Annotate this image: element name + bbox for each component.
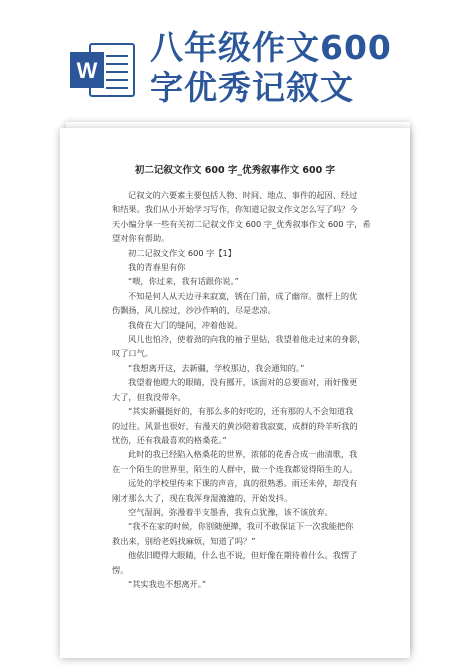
word-icon-letter: W — [76, 58, 98, 83]
document-line: 不知是何人从天边寻来寂寞，锈在门前，成了幽帘。旗杆上的优 — [128, 290, 358, 301]
document-line: 他依旧瞪得大眼睛，什么也不说，但好像在期待着什么。我愣了 — [128, 550, 358, 561]
document-line: 风儿也怕冷，使着劲的向我的袖子里钻，我望着他走过来的身影， — [128, 334, 366, 345]
document-line: 我的青春里有你 — [128, 262, 186, 273]
document-line: 初二记叙文作文 600 字【1】 — [128, 247, 236, 258]
word-document-icon — [68, 40, 138, 100]
document-page — [60, 128, 410, 658]
document-title: 初二记叙文作文 600 字_优秀叙事作文 600 字 — [134, 165, 336, 176]
document-line: 我望着他瞪大的眼睛，没有挪开，该面对的总要面对，雨好像更 — [128, 377, 358, 388]
document-line: 愣。 — [112, 564, 129, 575]
document-line: 忧伤，还有我最喜欢的格桑花。” — [112, 434, 227, 445]
document-line: 空气湿润，弥漫着半支墨香，我有点犹豫，该不该放弃。 — [128, 506, 333, 517]
document-line: 我倚在大门的缝间，冲着他说。 — [128, 319, 243, 330]
document-line: 此时的我已经陷入格桑花的世界，浓郁的花香合成一曲清歌，我 — [128, 449, 358, 460]
document-line: 远处的学校里传来下课的声音，真的很熟悉。雨还未停，却没有 — [128, 478, 358, 489]
document-line: “其实我也不想离开。” — [128, 578, 207, 589]
document-line: 刚才那么大了，现在我浑身湿漉漉的，开始发抖。 — [112, 492, 293, 503]
title-line-1: 八年级作文600 — [150, 28, 392, 67]
title-line-2: 字优秀记叙文 — [150, 68, 354, 107]
document-body — [112, 188, 376, 591]
page-header — [0, 0, 474, 115]
document-line: “喂，你过来，我有话跟你说。” — [128, 276, 239, 287]
document-line: “我想离开这，去新疆，学校那边，我会通知的。” — [128, 362, 305, 373]
document-line: “我不在家的时候，你别随便撵，我可不敢保证下一次我能把你 — [128, 521, 354, 532]
document-line: 天小编分享一些有关初二记叙文作文 600 字_优秀叙事作文 600 字，希 — [112, 218, 371, 229]
document-line: 救出来，别给老妈找麻烦，知道了吗？” — [112, 535, 256, 546]
document-line: 伤飘扬，风儿掠过，沙沙作响的，尽是悲凉。 — [112, 305, 276, 316]
document-line: 的过往。风景也很好，有漫天的黄沙陪着我寂寞，成群的羚羊听我的 — [112, 420, 358, 431]
document-line: 叹了口气。 — [112, 348, 153, 359]
document-line: 和结果。我们从小开始学习写作，你知道记叙文作文怎么写了吗？今 — [112, 204, 358, 215]
page-title — [150, 28, 470, 108]
document-line: 望对你有帮助。 — [112, 233, 170, 244]
document-line: “其实新疆挺好的，有那么多的好吃的，还有那的人不会知道我 — [128, 406, 354, 417]
document-line: 大了，但我没带伞。 — [112, 391, 186, 402]
document-line: 记叙文的六要素主要包括人物、时间、地点、事件的起因、经过 — [128, 190, 358, 200]
document-line: 在一个陌生的世界里，陌生的人群中，做一个连我都觉得陌生的人。 — [112, 463, 358, 474]
